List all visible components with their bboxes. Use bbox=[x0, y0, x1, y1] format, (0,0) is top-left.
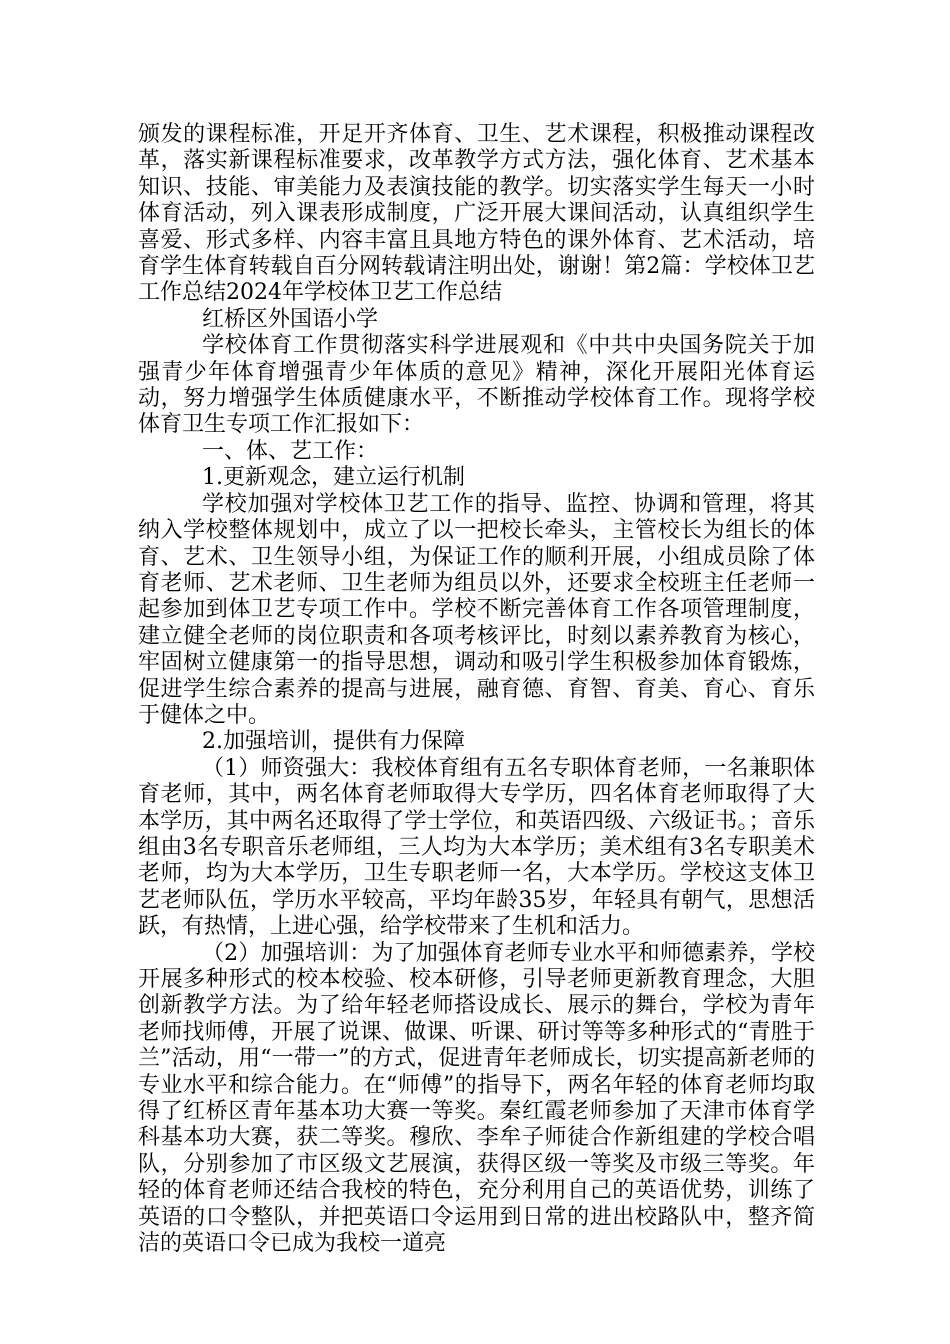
paragraph-intro: 学校体育工作贯彻落实科学进展观和《中共中央国务院关于加强青少年体育增强青少年体质的意见》精神，深化开展阳光体育运动，努力增强学生体质健康水平，不断推动学校体育工作。现将学校体育卫生专项工作汇报如下： bbox=[138, 333, 815, 438]
paragraph-school-name: 红桥区外国语小学 bbox=[202, 306, 379, 332]
subheading-1: 1.更新观念，建立运行机制 bbox=[202, 465, 465, 491]
subheading-2: 2.加强培训，提供有力保障 bbox=[202, 729, 465, 755]
paragraph-continuation: 颁发的课程标准，开足开齐体育、卫生、艺术课程，积极推动课程改革，落实新课程标准要求，改革教学方式方法，强化体育、艺术基本知识、技能、审美能力及表演技能的教学。切实落实学生每天一小时体育活动，列入课表形成制度，广泛开展大课间活动，认真组织学生喜爱、形式多样、内容丰富且具地方特色的课外体育、艺术活动，培育学生体育转载自百分网转载请注明出处，谢谢！第2篇：学校体卫艺工作总结2024年学校体卫艺工作总结 bbox=[138, 122, 815, 306]
paragraph-training: （2）加强培训：为了加强体育老师专业水平和师德素养，学校开展多种形式的校本校验、校本研修，引导老师更新教育理念，大胆创新教学方法。为了给年轻老师搭设成长、展示的舞台，学校为青年老师找师傅，开展了说课、做课、听课、研讨等等多种形式的“青胜于兰”活动，用“一带一”的方式，促进青年老师成长，切实提高新老师的专业水平和综合能力。在“师傅”的指导下，两名年轻的体育老师均取得了红桥区青年基本功大赛一等奖。秦红霞老师参加了天津市体育学科基本功大赛，获二等奖。穆欣、李牟子师徒合作新组建的学校合唱队，分别参加了市区级文艺展演，获得区级一等奖及市级三等奖。年轻的体育老师还结合我校的特色，充分利用自己的英语优势，训练了英语的口令整队，并把英语口令运用到日常的进出校路队中，整齐简洁的英语口令已成为我校一道亮 bbox=[138, 940, 815, 1257]
section-heading-1: 一、体、艺工作： bbox=[202, 438, 379, 464]
paragraph-faculty: （1）师资强大：我校体育组有五名专职体育老师，一名兼职体育老师，其中，两名体育老师取得大专学历，四名体育老师取得了大本学历，其中两名还取得了学士学位，和英语四级、六级证书。；音乐组由3名专职音乐老师组，三人均为大本学历；美术组有3名专职美术老师，均为大本学历，卫生专职老师一名，大本学历。学校这支体卫艺老师队伍，学历水平较高，平均年龄35岁，年轻具有朝气，思想活跃，有热情，上进心强，给学校带来了生机和活力。 bbox=[138, 755, 815, 940]
paragraph-management: 学校加强对学校体卫艺工作的指导、监控、协调和管理，将其纳入学校整体规划中，成立了以一把校长牵头，主管校长为组长的体育、艺术、卫生领导小组，为保证工作的顺利开展，小组成员除了体育老师、艺术老师、卫生老师为组员以外，还要求全校班主任老师一起参加到体卫艺专项工作中。学校不断完善体育工作各项管理制度，建立健全老师的岗位职责和各项考核评比，时刻以素养教育为核心，牢固树立健康第一的指导思想，调动和吸引学生积极参加体育锻炼，促进学生综合素养的提高与进展，融育德、育智、育美、育心、育乐于健体之中。 bbox=[138, 491, 815, 728]
